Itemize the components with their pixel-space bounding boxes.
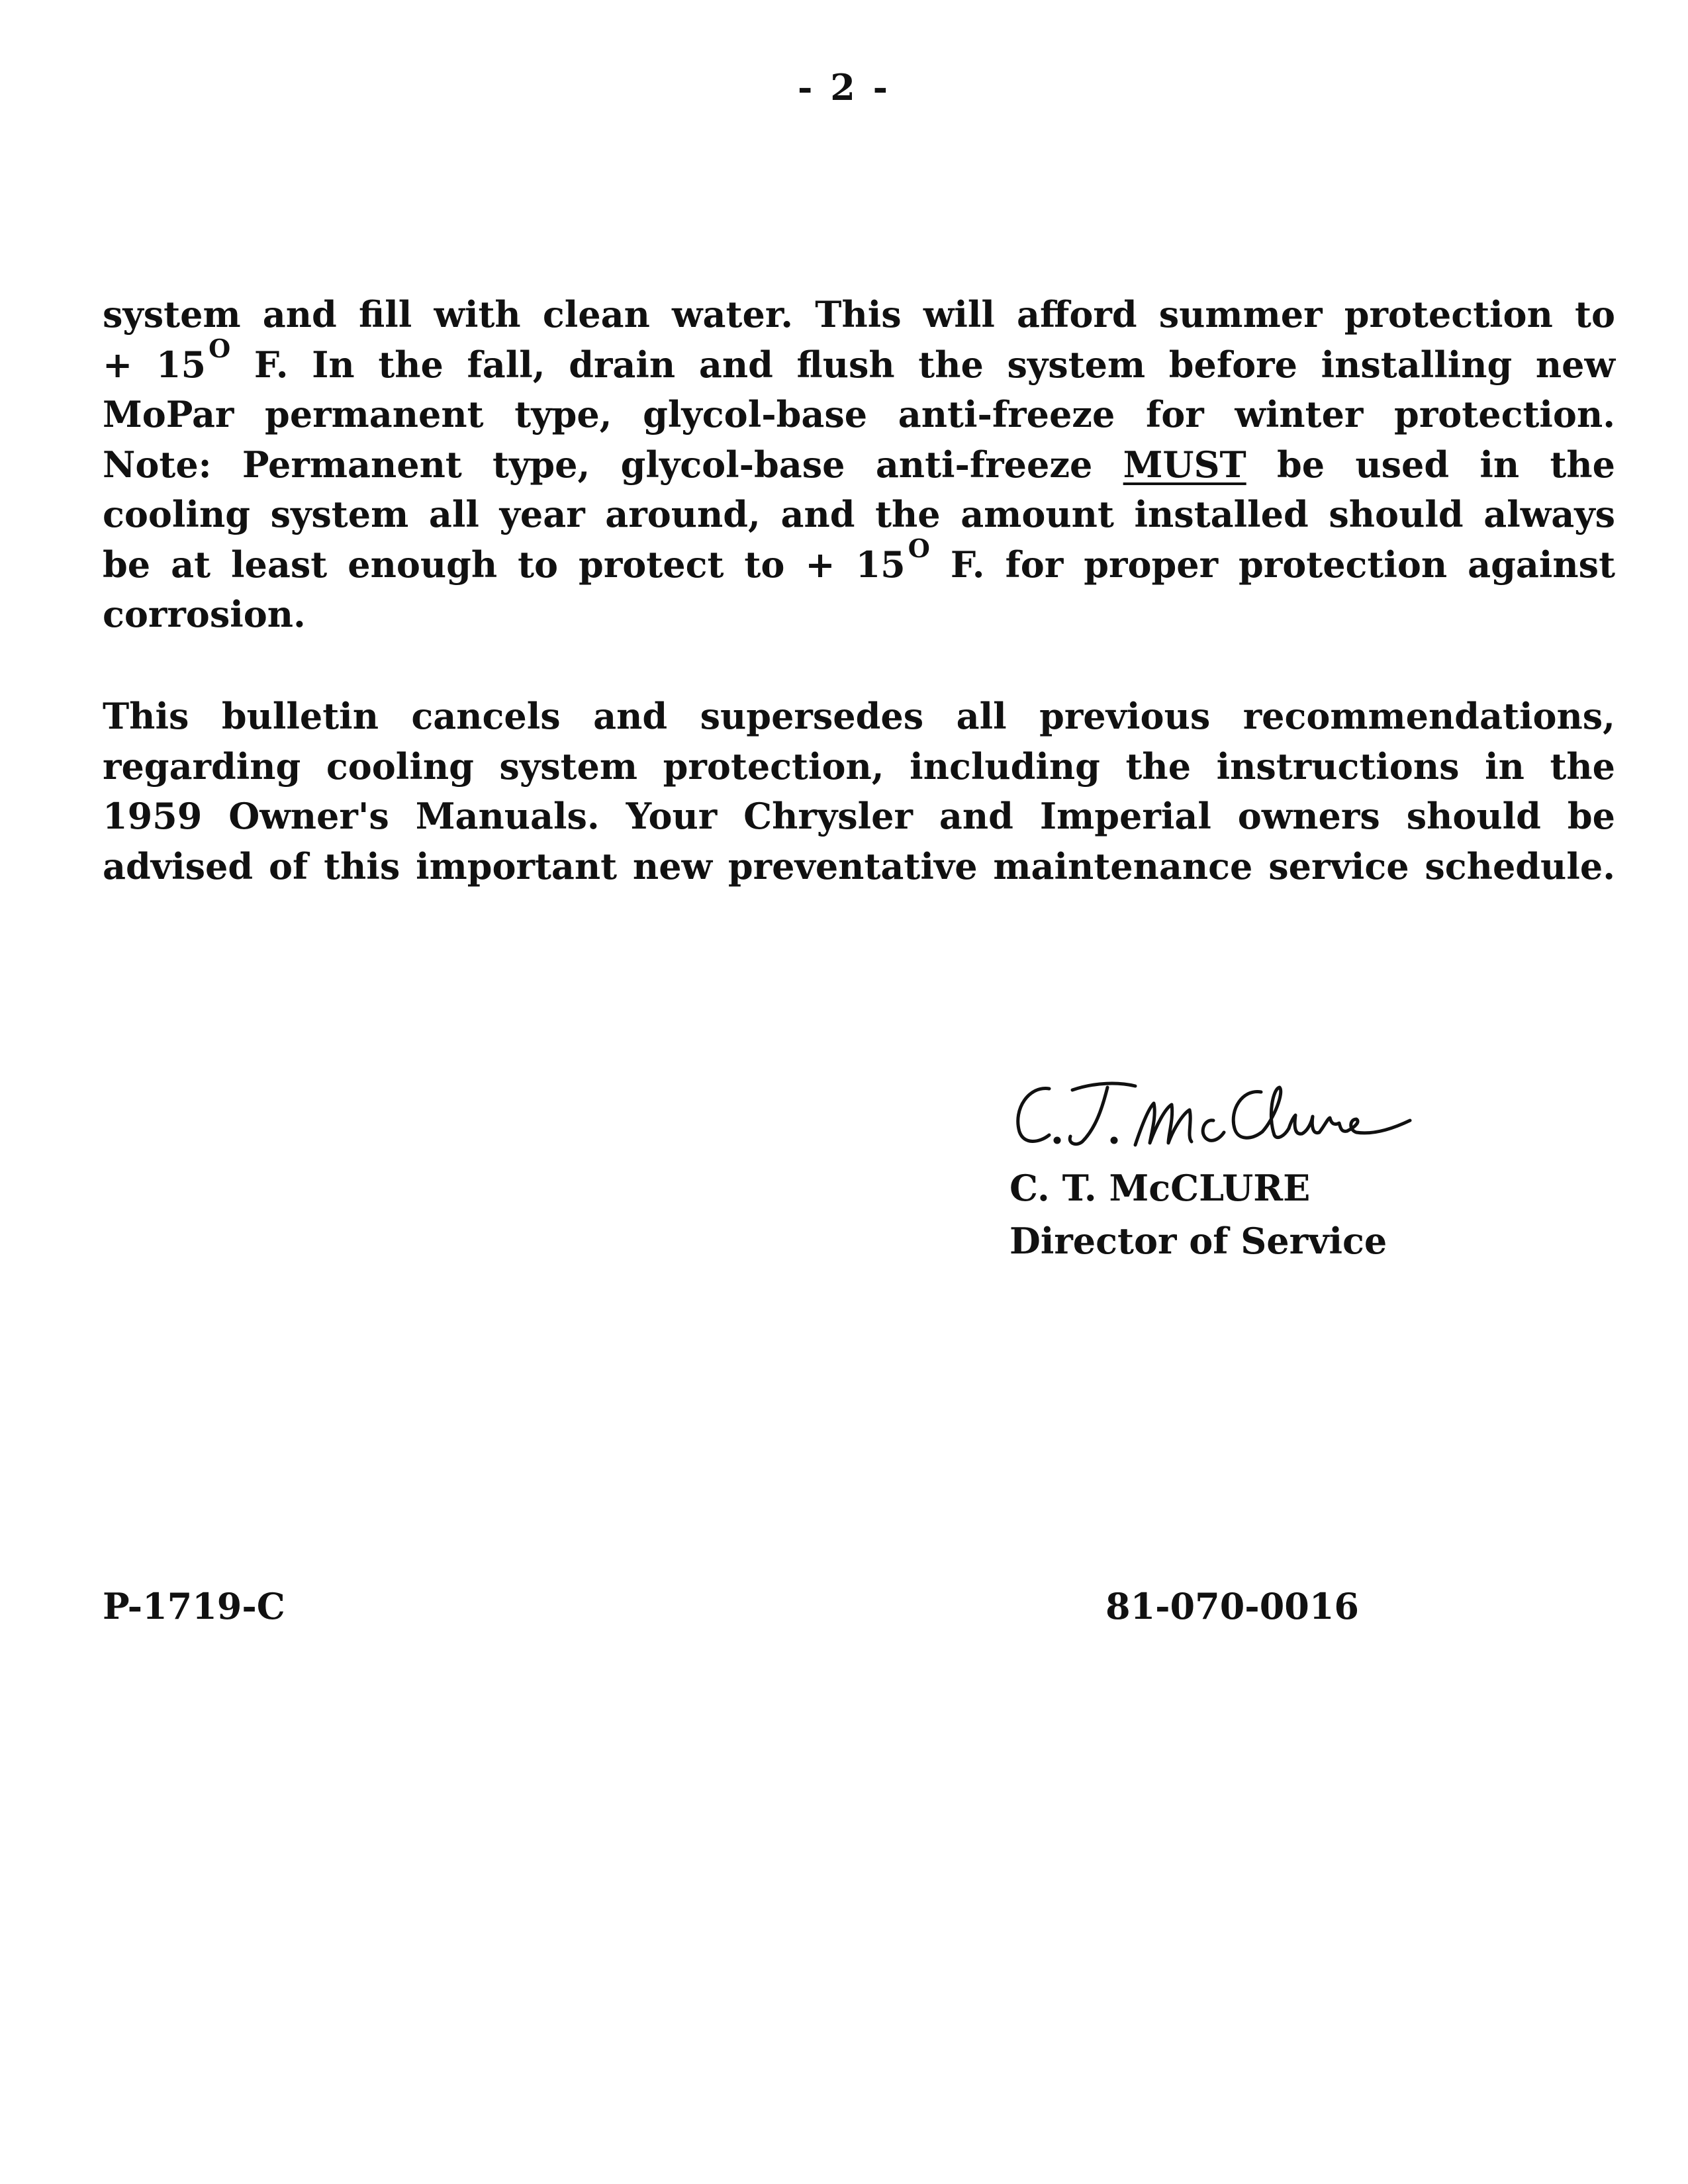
paragraph-text: be used in the	[1276, 443, 1616, 486]
handwritten-signature	[1003, 1062, 1413, 1155]
plus-symbol: +	[103, 343, 133, 386]
body-paragraph-2	[103, 692, 1615, 891]
signer-title: Director of Service	[1009, 1220, 1387, 1262]
paragraph-line: 1959 Owner's Manuals. Your Chrysler and Imperial owners should be	[103, 795, 1615, 837]
signature-block	[1009, 1161, 1387, 1267]
paragraph-line: regarding cooling system protection, including the instructions in the	[103, 745, 1615, 788]
emphasis-must: MUST	[1123, 443, 1246, 486]
page-number: - 2 -	[798, 66, 890, 109]
signer-name: C. T. McCLURE	[1009, 1167, 1311, 1209]
paragraph-text: Note: Permanent type, glycol-base anti-freeze	[103, 443, 1093, 486]
paragraph-line: cooling system all year around, and the amount installed should always	[103, 493, 1615, 535]
degree-mark: O	[908, 533, 930, 563]
paragraph-line: MoPar permanent type, glycol-base anti-freeze for winter protection.	[103, 393, 1615, 435]
paragraph-line: corrosion.	[103, 593, 306, 635]
footer-reference-number: 81-070-0016	[1105, 1585, 1359, 1627]
paragraph-line: This bulletin cancels and supersedes all previous recommendations,	[103, 695, 1615, 737]
body-paragraph-1	[103, 290, 1615, 640]
temperature-value: 15	[156, 343, 207, 386]
paragraph-line: system and fill with clean water. This will afford summer protection to	[103, 293, 1615, 336]
temperature-value: 15	[855, 543, 906, 586]
paragraph-text: be at least enough to protect to	[103, 543, 785, 586]
plus-symbol: +	[805, 543, 835, 586]
paragraph-text: F. for proper protection against	[950, 543, 1616, 586]
paragraph-line	[103, 440, 1615, 490]
paragraph-line	[103, 333, 1615, 390]
paragraph-text: F. In the fall, drain and flush the system before installing new	[254, 343, 1615, 386]
footer-bulletin-code: P-1719-C	[103, 1585, 285, 1627]
paragraph-line: advised of this important new preventative maintenance service schedule.	[103, 844, 1615, 887]
paragraph-line	[103, 533, 1616, 590]
degree-mark: O	[209, 333, 231, 363]
